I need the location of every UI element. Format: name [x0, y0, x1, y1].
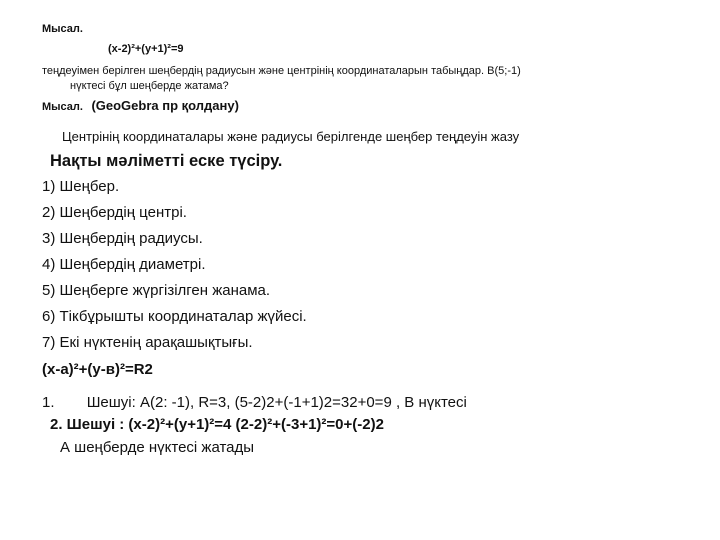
recall-item: 2) Шеңбердің центрі.	[42, 204, 187, 221]
recall-item: 3) Шеңбердің радиусы.	[42, 230, 203, 247]
solution1-text: Шешуі: A(2: -1), R=3, (5-2)2+(-1+1)2=32+0=9 , В нүктесі	[86, 394, 467, 411]
recall-heading: Нақты мәліметті еске түсіру.	[50, 152, 283, 170]
recall-item: 7) Екі нүктенің арақашықтығы.	[42, 334, 253, 351]
subtitle: Центрінің координаталары және радиусы берілгенде шеңбер теңдеуін жазу	[62, 129, 520, 144]
recall-item: 5) Шеңберге жүргізілген жанама.	[42, 282, 271, 299]
example2-heading-row	[42, 98, 239, 114]
solution1-number: 1.	[42, 394, 55, 411]
solution2-conclusion: А шеңберде нүктесі жатады	[60, 439, 255, 456]
example1-heading: Мысал.	[42, 23, 83, 35]
solution2-text: 2. Шешуі : (x-2)²+(y+1)²=4 (2-2)²+(-3+1)²=0+(-2)2	[50, 416, 384, 433]
example1-task-line1: теңдеуімен берілген шеңбердің радиусын және центрінің координаталарын табыңдар. В(5;-1)	[42, 65, 521, 77]
recall-item: 1) Шеңбер.	[42, 178, 120, 195]
general-equation: (x-a)²+(y-в)²=R2	[42, 361, 153, 378]
solution1-row	[42, 395, 467, 410]
example1-equation: (x-2)²+(y+1)²=9	[108, 43, 184, 55]
example2-heading: Мысал.	[42, 101, 83, 113]
recall-item: 4) Шеңбердің диаметрі.	[42, 256, 206, 273]
recall-item: 6) Тікбұрышты координаталар жүйесі.	[42, 308, 307, 325]
example2-tool: (GeoGebra пр қолдану)	[91, 98, 239, 113]
example1-task-line2: нүктесі бұл шеңберде жатама?	[70, 80, 229, 92]
